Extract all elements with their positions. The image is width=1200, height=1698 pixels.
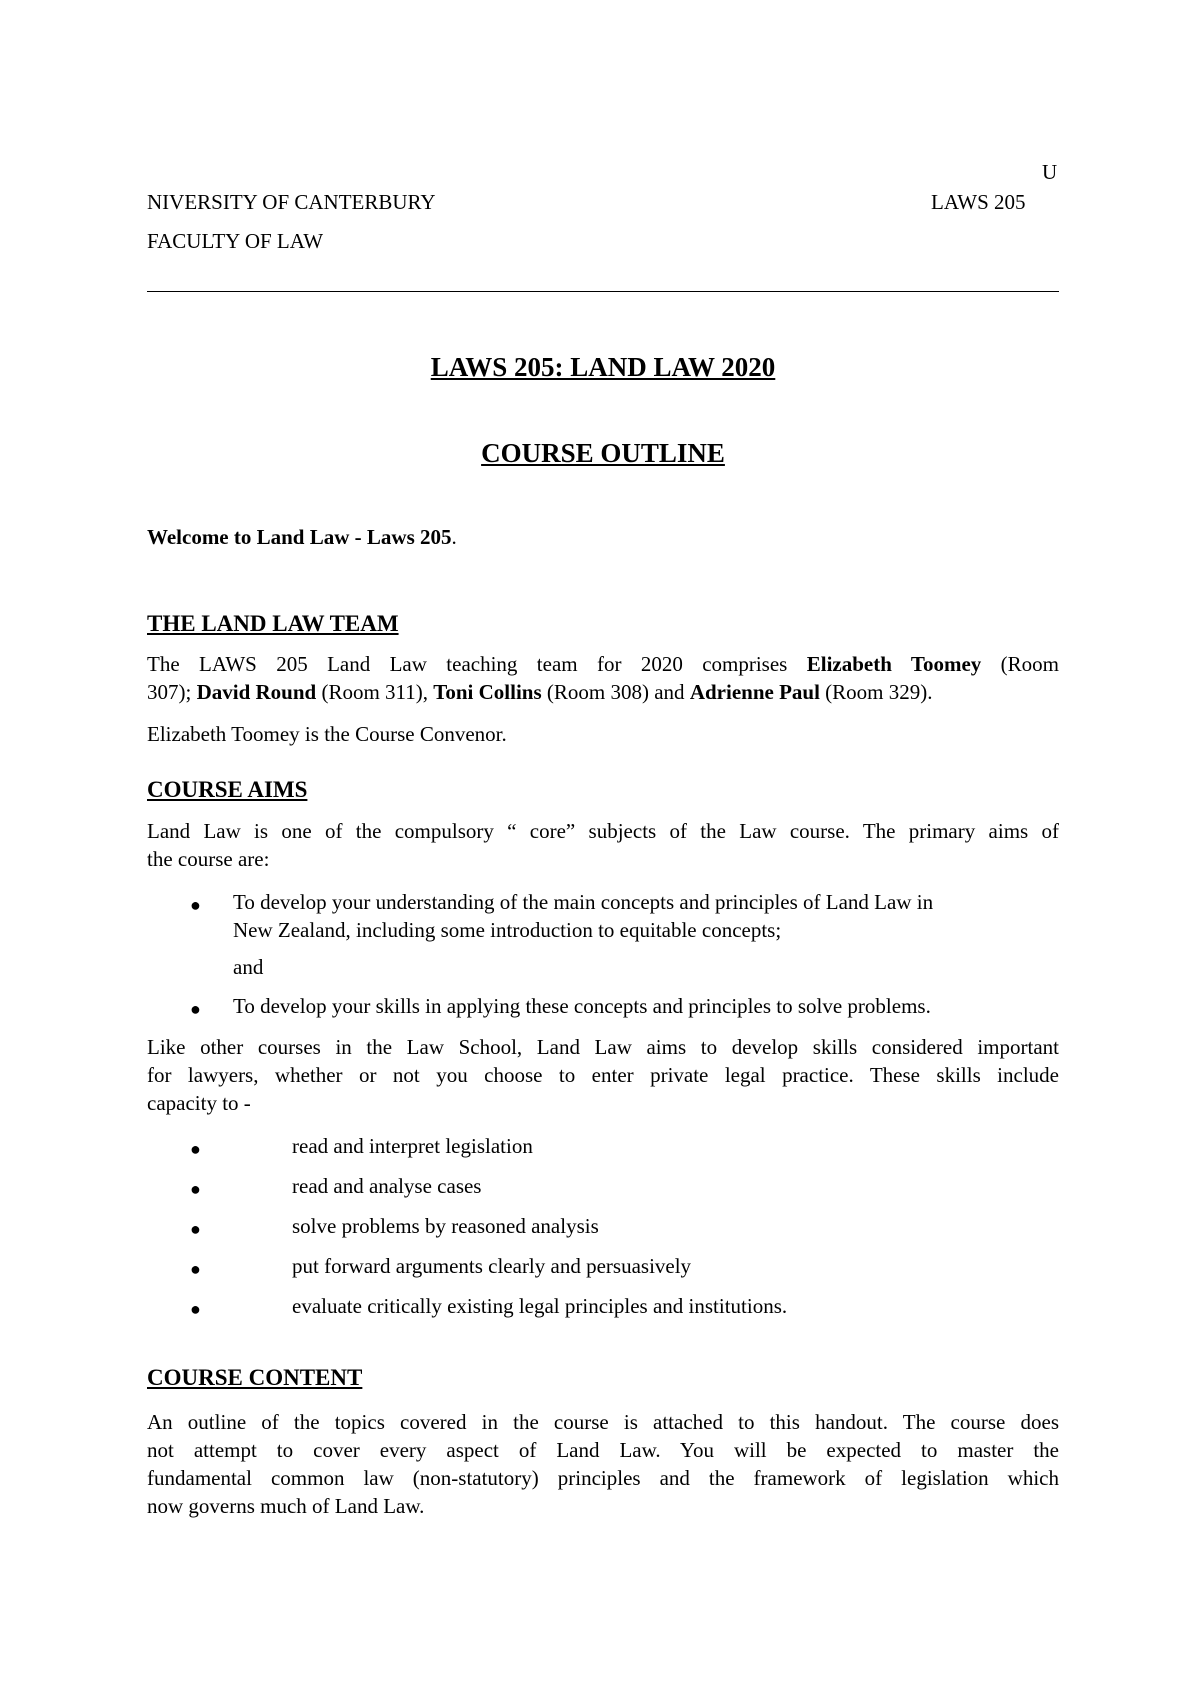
skill-item: read and analyse cases <box>292 1174 482 1198</box>
bullet-icon: ● <box>190 1259 201 1279</box>
bullet-icon: ● <box>190 1179 201 1199</box>
document-title: LAWS 205: LAND LAW 2020 <box>430 352 776 382</box>
aim-item: To develop your skills in applying these concepts and principles to solve problems. <box>233 994 931 1018</box>
university-name: NIVERSITY OF CANTERBURY <box>147 190 436 214</box>
skill-item: solve problems by reasoned analysis <box>292 1214 599 1238</box>
and-text: and <box>233 955 264 979</box>
skill-item: put forward arguments clearly and persuasively <box>292 1254 692 1278</box>
bullet-icon: ● <box>190 1219 201 1239</box>
team-heading: THE LAND LAW TEAM <box>147 611 399 636</box>
skills-intro: Like other courses in the Law School, Land Law aims to develop skills considered important for lawyers, whether or not you choose to enter private legal practice. These skills include capacity to - <box>147 1035 1059 1115</box>
document-subtitle: COURSE OUTLINE <box>481 438 725 468</box>
aims-heading: COURSE AIMS <box>147 777 308 802</box>
convenor-text: Elizabeth Toomey is the Course Convenor. <box>147 722 507 746</box>
header-letter-u: U <box>1042 160 1058 184</box>
aim-item: To develop your understanding of the main concepts and principles of Land Law in New Zealand, including some introduction to equitable concepts; <box>233 890 934 942</box>
bullet-icon: ● <box>190 999 201 1019</box>
content-paragraph: An outline of the topics covered in the course is attached to this handout. The course does not attempt to cover every aspect of Land Law. You will be expected to master the fundamental common law (non-statutory) principles and the framework of legislation which now governs much of Land Law. <box>147 1410 1059 1518</box>
team-paragraph: The LAWS 205 Land Law teaching team for 2020 comprises Elizabeth Toomey (Room 307); David Round (Room 311), Toni Collins (Room 308) and Adrienne Paul (Room 329). <box>147 652 1060 704</box>
bullet-icon: ● <box>190 1299 201 1319</box>
aims-intro: Land Law is one of the compulsory “ core” subjects of the Law course. The primary aims of the course are: <box>147 819 1059 871</box>
bullet-icon: ● <box>190 895 201 915</box>
course-code: LAWS 205 <box>931 190 1026 214</box>
faculty-name: FACULTY OF LAW <box>147 229 324 253</box>
content-heading: COURSE CONTENT <box>147 1365 363 1390</box>
skill-item: read and interpret legislation <box>292 1134 533 1158</box>
welcome-text: Welcome to Land Law - Laws 205. <box>147 525 457 549</box>
skill-item: evaluate critically existing legal principles and institutions. <box>292 1294 788 1318</box>
header-divider <box>147 291 1059 292</box>
bullet-icon: ● <box>190 1139 201 1159</box>
